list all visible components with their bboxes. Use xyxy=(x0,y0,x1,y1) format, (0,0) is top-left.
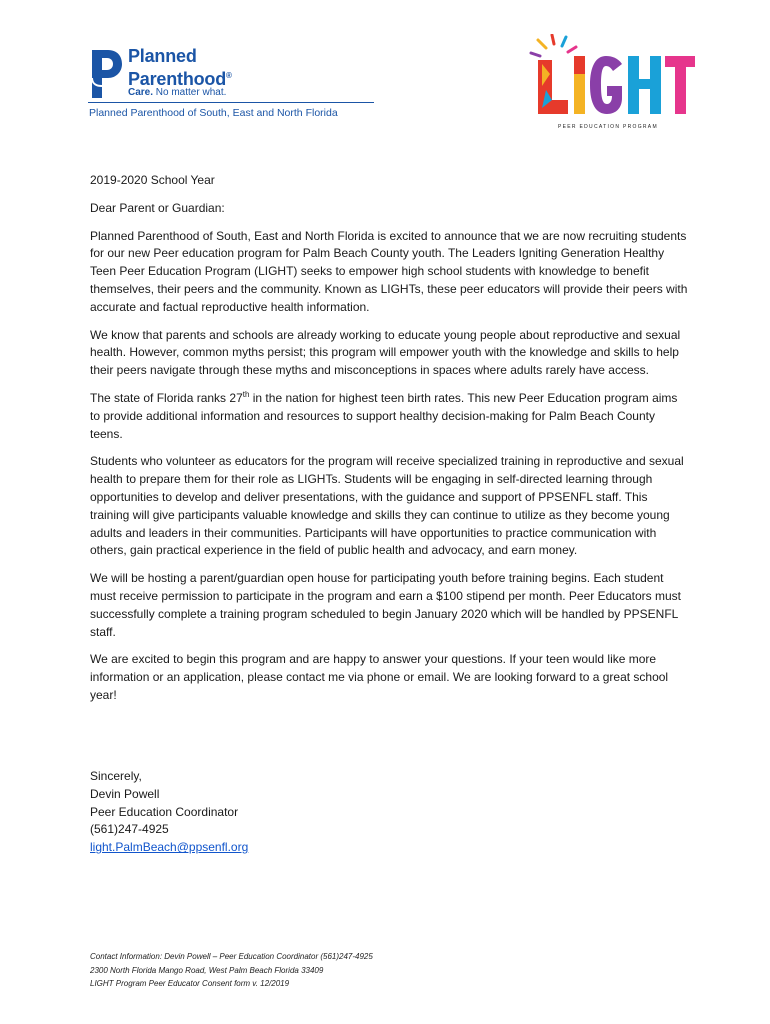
paragraph-6: We are excited to begin this program and are happy to answer your questions. If your teen would like more information or an application, please contact me via phone or email. We are looking forward to a great school year! xyxy=(90,652,669,702)
footer xyxy=(90,950,373,991)
light-wordmark-icon xyxy=(528,34,696,126)
paragraph-4: Students who volunteer as educators for the program will receive specialized training in reproductive and sexual health to prepare them for their role as LIGHTs. Students will be engaging in self-directed learning through opportunities to develop and deliver presentations, with the guidance and support of PPSENFL staff. This training will give participants valuable knowledge and skills they can continue to utilize as they become young adults and leaders in their communities. Participants will have opportunities to practice communication with others, gain practical experience in the field of public health and advocacy, and earn money. xyxy=(90,454,684,558)
footer-contact: Contact Information: Devin Powell – Peer Education Coordinator (561)247-4925 xyxy=(90,952,373,961)
school-year: 2019-2020 School Year xyxy=(90,173,215,187)
light-caption: PEER EDUCATION PROGRAM xyxy=(558,124,658,130)
pp-tagline xyxy=(128,87,226,98)
salutation: Dear Parent or Guardian: xyxy=(90,200,225,215)
pp-tagline-bold: Care. xyxy=(128,87,154,98)
footer-form-version: LIGHT Program Peer Educator Consent form v. 12/2019 xyxy=(90,979,290,988)
pp-tagline-rest: No matter what. xyxy=(153,87,227,98)
footer-address: 2300 North Florida Mango Road, West Palm Beach Florida 33409 xyxy=(90,965,324,975)
pp-divider xyxy=(88,102,374,103)
planned-parenthood-logo xyxy=(88,44,378,122)
paragraph-1: Planned Parenthood of South, East and North Florida is excited to announce that we are now recruiting students for our new Peer education program for Palm Beach County youth. The Leaders Igniting Generation Healthy Teen Peer Education Program (LIGHT) seeks to empower high school students with knowledge to benefit themselves, their peers and the community. Known as LIGHTs, these peer educators will provide their peers with accurate and factual reproductive health information. xyxy=(90,228,688,314)
paragraph-3-start: The state of Florida ranks 27 xyxy=(90,390,243,405)
closing: Sincerely, xyxy=(90,769,142,783)
pp-name-line1: Planned xyxy=(128,46,197,66)
signer-name: Devin Powell xyxy=(90,786,160,801)
signature-block xyxy=(90,768,248,857)
pp-affiliate-name: Planned Parenthood of South, East and North Florida xyxy=(89,107,338,119)
light-program-logo xyxy=(528,34,696,134)
pp-wordmark xyxy=(128,47,232,89)
signer-title: Peer Education Coordinator xyxy=(90,804,239,819)
ordinal-suffix: th xyxy=(242,389,250,399)
letter-body xyxy=(90,172,690,715)
planned-parenthood-p-icon xyxy=(88,48,124,100)
paragraph-2: We know that parents and schools are already working to educate young people about reproductive and sexual health. However, common myths persist; this program will empower youth with the knowledge and skills to help their peers navigate through these myths and misconceptions in spaces where adults rarely have access. xyxy=(90,327,681,378)
signer-phone: (561)247-4925 xyxy=(90,822,169,837)
paragraph-5: We will be hosting a parent/guardian open house for participating youth before training begins. Each student must receive permission to participate in the program and earn a $100 stipend per month. Peer Educators must successfully complete a training program scheduled to begin January 2020 which will be handled by PPSENFL staff. xyxy=(90,571,681,639)
email-link[interactable]: light.PalmBeach@ppsenfl.org xyxy=(90,840,249,855)
paragraph-3 xyxy=(90,390,690,443)
pp-name-line2: Parenthood xyxy=(128,69,227,89)
paragraph-3-end: in the nation for highest teen birth rates. This new Peer Education program aims to provide additional information and resources to support healthy decision-making for Palm Beach County teens. xyxy=(90,390,678,441)
registered-mark: ® xyxy=(226,71,232,80)
